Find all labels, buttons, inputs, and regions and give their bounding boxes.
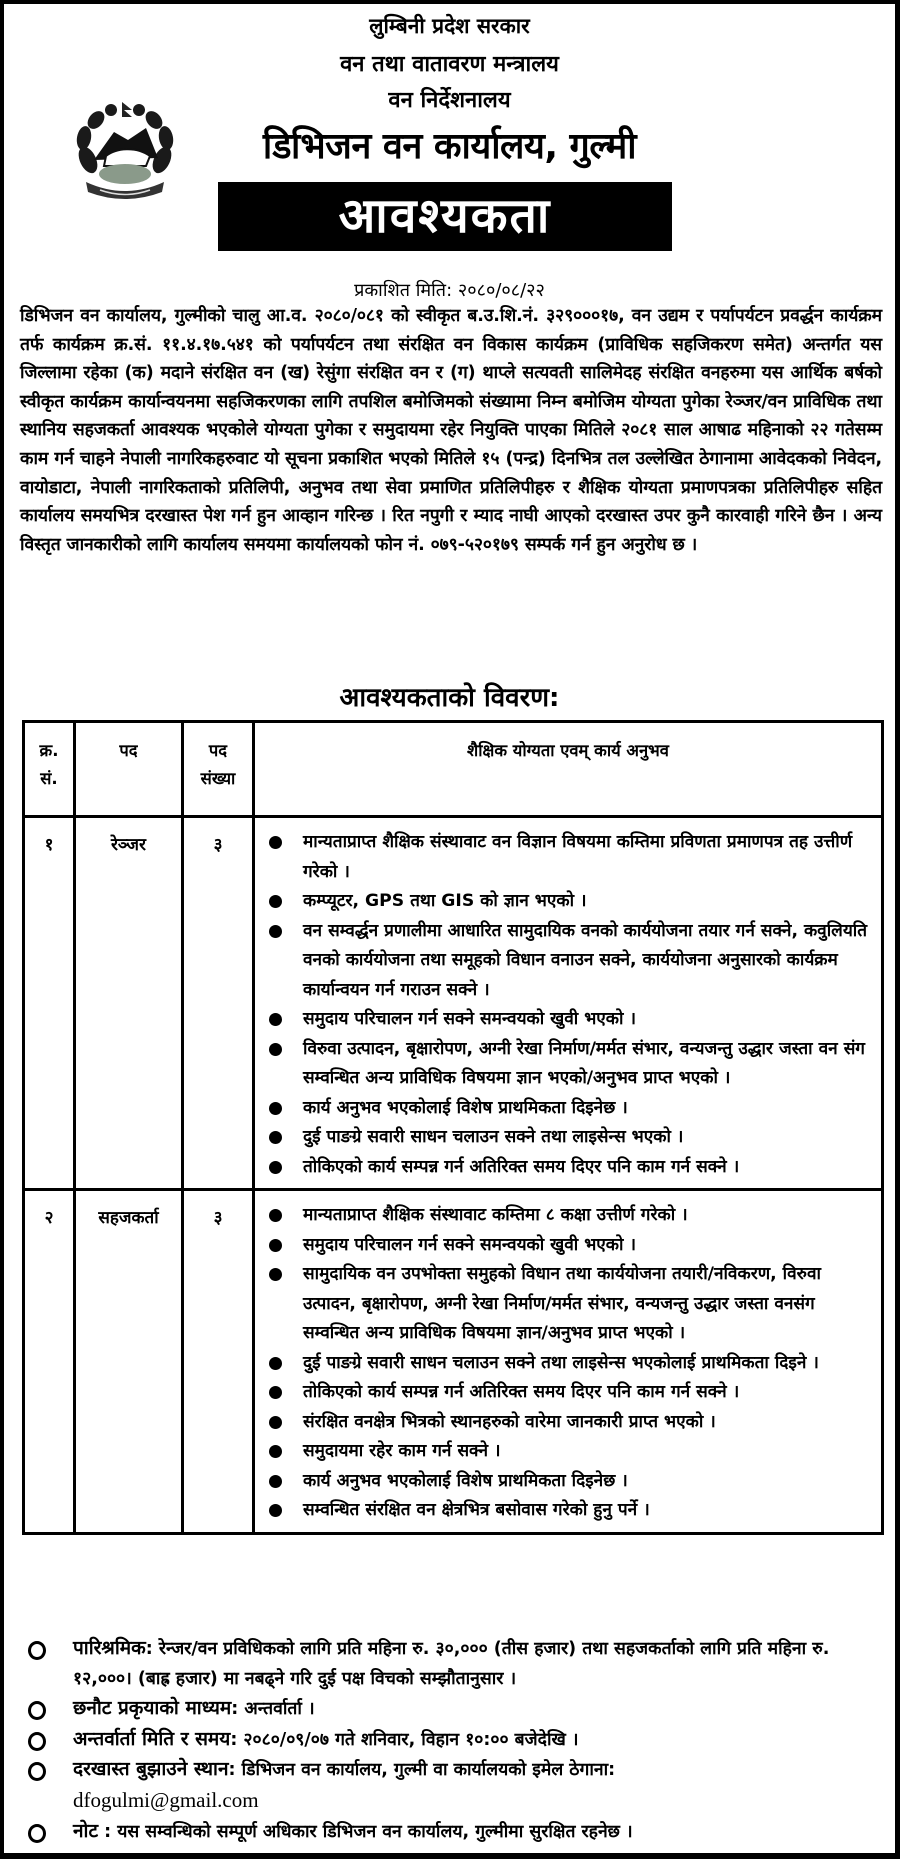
requirement-text: समुदाय परिचालन गर्न सक्ने समन्वयको खुवी भएको । xyxy=(303,1009,636,1029)
notes-list xyxy=(26,1634,886,1848)
table-row xyxy=(24,817,883,1190)
requirement-item xyxy=(263,1496,873,1526)
bullet-icon xyxy=(269,1504,282,1517)
bullet-icon xyxy=(269,1239,282,1252)
requirement-item xyxy=(263,1437,873,1467)
requirement-item xyxy=(263,1378,873,1408)
header-sn xyxy=(24,722,75,817)
requirement-item xyxy=(263,917,873,1006)
intro-paragraph: डिभिजन वन कार्यालय, गुल्मीको चालु आ.व. २०८०/०८१ को स्वीकृत ब.उ.शि.नं. ३२९०००१७, वन उद्यम र पर्यापर्यटन प्रवर्द्धन कार्यक्रम तर्फ कार्यक्रम क्र.सं. ११.४.१७.५४१ को पर्यापर्यटन तथा संरक्षित वन विकास कार्यक्रम (प्राविधिक सहजिकरण समेत) अन्तर्गत यस जिल्लामा रहेका (क) मदाने संरक्षित वन (ख) रेसुंगा संरक्षित वन र (ग) थाप्ले सत्यवती सालिमेदह संरक्षित वनहरुमा यस आर्थिक बर्षको स्वीकृत कार्यक्रम कार्यान्वयनमा सहजिकरणका लागि तपशिल बमोजिमको संख्यामा निम्न बमोजिम योग्यता पुगेका रेञ्जर/वन प्राविधिक तथा स्थानिय सहजकर्ता आवश्यक भएकोले योग्यता पुगेका र समुदायमा रहेर नियुक्ति पाएका मितिले २०८१ साल आषाढ महिनाको २२ गतेसम्म काम गर्न चाहने नेपाली नागरिकहरुवाट यो सूचना प्रकाशित भएको मितिले १५ (पन्द्र) दिनभित्र तल उल्लेखित ठेगानामा आवेदकको निवेदन, वायोडाटा, नेपाली नागरिकताको प्रतिलिपी, अनुभव तथा सेवा प्रमाणित प्रतिलिपीहरु र शैक्षिक योग्यता प्रमाणपत्रका प्रतिलिपीहरु सहित कार्यालय समयभित्र दरखास्त पेश गर्न हुन आव्हान गरिन्छ । रित नपुगी र म्याद नाघी आएको दरखास्त उपर कुनै कारवाही गरिने छैन । अन्य विस्तृत जानकारीको लागि कार्यालय समयमा कार्यालयको फोन नं. ०७९-५२०१७९ सम्पर्क गर्न हुन अनुरोध छ । xyxy=(20,306,882,555)
requirement-item xyxy=(263,1005,873,1035)
requirement-item xyxy=(263,1231,873,1261)
bullet-icon xyxy=(269,1209,282,1222)
circle-bullet-icon xyxy=(28,1641,46,1660)
requirement-text: तोकिएको कार्य सम्पन्न गर्न अतिरिक्त समय दिएर पनि काम गर्न सक्ने । xyxy=(303,1382,740,1402)
bullet-icon xyxy=(269,1013,282,1026)
requirement-item xyxy=(263,1153,873,1183)
bullet-icon xyxy=(269,1416,282,1429)
note-label: नोट xyxy=(73,1820,99,1842)
requirement-item xyxy=(263,1201,873,1231)
note-text: : रेन्जर/वन प्रविधिकको लागि प्रति महिना रु. ३०,००० (तीस हजार) तथा सहजकर्ताको लागि प्रति महिना रु. १२,०००। (बाह्र हजार) मा नबढ्ने गरि दुई पक्ष विचको सम्झौतानुसार । xyxy=(73,1639,830,1689)
header-post xyxy=(75,722,183,817)
requirement-item xyxy=(263,1094,873,1124)
bullet-icon xyxy=(269,1131,282,1144)
bullet-icon xyxy=(269,1386,282,1399)
requirement-text: कार्य अनुभव भएकोलाई विशेष प्राथमिकता दिइनेछ । xyxy=(303,1097,628,1118)
bullet-icon xyxy=(269,1445,282,1458)
requirement-text: सम्वन्धित संरक्षित वन क्षेत्रभित्र बसोवास गरेको हुनु पर्ने । xyxy=(303,1500,650,1520)
row-post: रेञ्जर xyxy=(75,817,183,1190)
government-name: लुम्बिनी प्रदेश सरकार xyxy=(369,14,530,38)
requirement-text: समुदायमा रहेर काम गर्न सक्ने । xyxy=(303,1441,501,1461)
bullet-icon xyxy=(269,1043,282,1056)
requirement-text: वन सम्वर्द्धन प्रणालीमा आधारित सामुदायिक वनको कार्ययोजना तयार गर्न सक्ने, कवुलियति वनको कार्ययोजना तथा समूहको विधान वनाउन सक्ने, कार्ययोजना अनुसारको कार्यक्रम कार्यान्वयन गर्न गराउन सक्ने । xyxy=(303,920,868,1000)
circle-bullet-icon xyxy=(28,1701,46,1720)
bullet-icon xyxy=(269,1357,282,1370)
requirement-item xyxy=(263,1467,873,1497)
row-post: सहजकर्ता xyxy=(75,1190,183,1534)
row-requirements xyxy=(254,817,883,1190)
requirement-item xyxy=(263,887,873,917)
requirements-list xyxy=(263,828,873,1182)
requirements-table xyxy=(22,720,884,1535)
header-qualification xyxy=(254,722,883,817)
requirement-text: कार्य अनुभव भएकोलाई विशेष प्राथमिकता दिइनेछ । xyxy=(303,1470,628,1491)
requirement-text: विरुवा उत्पादन, बृक्षारोपण, अग्नी रेखा निर्माण/मर्मत संभार, वन्यजन्तु उद्धार जस्ता वन संग सम्वन्धित अन्य प्राविधिक विषयमा ज्ञान भएको/अनुभव प्राप्त भएको । xyxy=(303,1038,865,1088)
requirement-text: कम्प्यूटर, GPS तथा GIS को ज्ञान भएको । xyxy=(303,891,587,911)
header-count xyxy=(183,722,254,817)
requirement-text: मान्यताप्राप्त शैक्षिक संस्थावाट कम्तिमा ८ कक्षा उत्तीर्ण गरेको । xyxy=(303,1205,688,1225)
banner-title: आवश्यकता xyxy=(338,188,552,244)
note-item xyxy=(26,1725,886,1756)
note-text: : २०८०/०९/०७ गते शनिवार, विहान १०:०० बजेदेखि । xyxy=(230,1729,579,1750)
bullet-icon xyxy=(269,1268,282,1281)
note-item xyxy=(26,1817,886,1848)
requirement-text: समुदाय परिचालन गर्न सक्ने समन्वयको खुवी भएको । xyxy=(303,1234,636,1255)
bullet-icon xyxy=(269,895,282,908)
directorate-name: वन निर्देशनालय xyxy=(388,88,511,113)
note-item xyxy=(26,1755,886,1817)
office-name: डिभिजन वन कार्यालय, गुल्मी xyxy=(262,126,637,167)
vacancy-banner xyxy=(218,182,672,251)
requirement-text: मान्यताप्राप्त शैक्षिक संस्थावाट वन विज्ञान विषयमा कम्तिमा प्रविणता प्रमाणपत्र तह उत्तीर्ण गरेको । xyxy=(303,832,853,882)
header-post-label: पद xyxy=(119,741,138,760)
header-sn-line2: सं. xyxy=(40,769,58,788)
circle-bullet-icon xyxy=(28,1732,46,1751)
requirements-list xyxy=(263,1201,873,1526)
published-value: २०८०/०८/२२ xyxy=(457,280,545,301)
notice-page xyxy=(4,4,895,1853)
requirement-text: संरक्षित वनक्षेत्र भित्रको स्थानहरुको वारेमा जानकारी प्राप्त भएको । xyxy=(303,1411,716,1432)
header-count-line2: संख्या xyxy=(200,769,236,788)
note-label: अन्तर्वार्ता मिति र समय xyxy=(73,1727,231,1750)
note-item xyxy=(26,1694,886,1725)
requirement-item xyxy=(263,1260,873,1349)
bullet-icon xyxy=(269,925,282,938)
table-header-row xyxy=(24,722,883,817)
row-requirements xyxy=(254,1190,883,1534)
circle-bullet-icon xyxy=(28,1762,46,1781)
published-label: प्रकाशित मिति: xyxy=(354,280,453,301)
note-label: छनौट प्रकृयाको माध्यम xyxy=(73,1697,232,1719)
section-title: आवश्यकताको विवरण: xyxy=(339,683,560,713)
header-count-line1: पद xyxy=(208,741,228,760)
published-date xyxy=(4,278,895,302)
note-text: : डिभिजन वन कार्यालय, गुल्मी वा कार्यालयको इमेल ठेगाना: xyxy=(228,1760,616,1780)
circle-bullet-icon xyxy=(28,1824,46,1843)
row-count: ३ xyxy=(183,817,254,1190)
bullet-icon xyxy=(269,1475,282,1488)
header-qualification-label: शैक्षिक योग्यता एवम् कार्य अनुभव xyxy=(467,741,669,760)
requirement-item xyxy=(263,1408,873,1438)
row-count: ३ xyxy=(183,1190,254,1534)
note-label: पारिश्रमिक xyxy=(73,1637,146,1659)
requirement-item xyxy=(263,1123,873,1153)
note-item xyxy=(26,1634,886,1694)
ministry-name: वन तथा वातावरण मन्त्रालय xyxy=(340,52,559,77)
requirement-item xyxy=(263,1035,873,1094)
email-link[interactable]: dfogulmi@gmail.com xyxy=(73,1787,259,1812)
bullet-icon xyxy=(269,836,282,849)
note-text: : अन्तर्वार्ता । xyxy=(231,1699,315,1719)
header-sn-line1: क्र. xyxy=(39,741,59,760)
requirement-text: दुई पाङग्रे सवारी साधन चलाउन सक्ने तथा लाइसेन्स भएको । xyxy=(303,1127,684,1147)
bullet-icon xyxy=(269,1161,282,1174)
row-sn: २ xyxy=(24,1190,75,1534)
note-text: : यस सम्वन्धिको सम्पूर्ण अधिकार डिभिजन वन कार्यालय, गुल्मीमा सुरक्षित रहनेछ । xyxy=(98,1822,633,1842)
bullet-icon xyxy=(269,1102,282,1115)
requirement-item xyxy=(263,1349,873,1379)
requirement-text: दुई पाङग्रे सवारी साधन चलाउन सक्ने तथा लाइसेन्स भएकोलाई प्राथमिकता दिइने । xyxy=(303,1352,819,1373)
requirement-item xyxy=(263,828,873,887)
table-row xyxy=(24,1190,883,1534)
requirement-text: सामुदायिक वन उपभोक्ता समुहको विधान तथा कार्ययोजना तयारी/नविकरण, विरुवा उत्पादन, बृक्षारोपण, अग्नी रेखा निर्माण/मर्मत संभार, वन्यजन्तु उद्धार जस्ता वनसंग सम्वन्धित अन्य प्राविधिक विषयमा ज्ञान/अनुभव प्राप्त भएको । xyxy=(303,1264,821,1343)
note-label: दरखास्त बुझाउने स्थान xyxy=(73,1758,229,1780)
requirement-text: तोकिएको कार्य सम्पन्न गर्न अतिरिक्त समय दिएर पनि काम गर्न सक्ने । xyxy=(303,1156,740,1177)
row-sn: १ xyxy=(24,817,75,1190)
